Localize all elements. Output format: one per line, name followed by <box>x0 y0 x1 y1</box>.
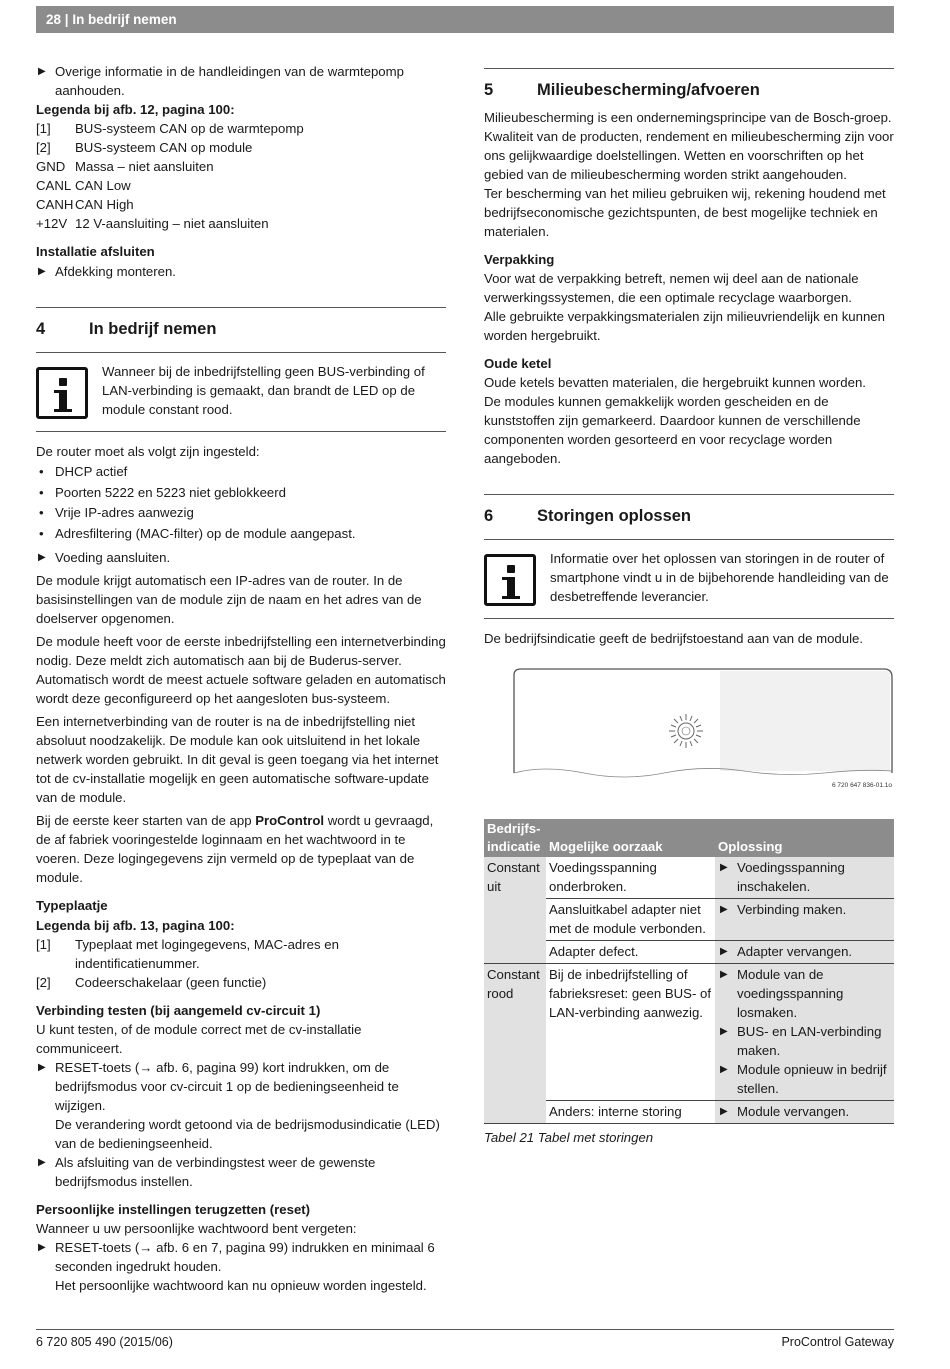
solution-cell <box>715 1101 894 1124</box>
indication-cell: Constant rood <box>484 964 546 1124</box>
legend-value: BUS-systeem CAN op de warmtepomp <box>75 121 304 136</box>
page-number: 28 <box>46 12 62 27</box>
cause-cell: Voedingsspanning onderbroken. <box>546 857 715 899</box>
power-bullet: ▶ Voeding aansluiten. <box>36 548 446 567</box>
solution-item: ▶ Module vervangen. <box>718 1102 891 1121</box>
right-column <box>484 68 894 1147</box>
section-number: 6 <box>484 507 494 525</box>
test-bullet: ▶ Als afsluiting van de verbindingstest weer de gewenste bedrijfsmodus instellen. <box>36 1153 446 1191</box>
paragraph: Alle gebruikte verpakkingsmaterialen zijn milieuvriendelijk en kunnen worden hergebruikt. <box>484 309 885 343</box>
section-number: 5 <box>484 81 494 99</box>
legend-key: [2] <box>36 140 51 155</box>
legend-item <box>36 935 446 973</box>
cause-cell: Bij de inbedrijfstelling of fabrieksreset: geen BUS- of LAN-verbinding aanwezig. <box>546 964 715 1101</box>
cause-cell: Aansluitkabel adapter niet met de module verbonden. <box>546 899 715 941</box>
router-list <box>36 462 446 543</box>
header-line: Bedrijfs- <box>487 821 541 836</box>
legend-value: 12 V-aansluiting – niet aansluiten <box>75 216 269 231</box>
legend-value: CAN High <box>75 197 134 212</box>
install-close-bullet: ▶ Afdekking monteren. <box>36 262 446 281</box>
section-number: 4 <box>36 320 46 338</box>
legend-key: [1] <box>36 936 51 952</box>
paragraph: De module krijgt automatisch een IP-adres van de router. In de basisinstellingen van de module zijn de naam en het adres van de doelserver opgenomen. <box>36 572 422 626</box>
list-item: • Vrije IP-adres aanwezig <box>36 503 446 522</box>
table-header: Oplossing <box>715 819 894 857</box>
paragraph: Oude ketels bevatten materialen, die hergebruikt kunnen worden. <box>484 375 866 390</box>
legend-item <box>36 973 446 992</box>
paragraph: Milieubescherming is een ondernemingsprincipe van de Bosch-groep. Kwaliteit van de producten, rendement en milieubescherming zijn voor ons gelijkwaardige doelstellingen. Wetten en voorschriften op het gebied van de milieubescherming worden strikt aangehouden. <box>484 110 894 182</box>
solution-cell <box>715 964 894 1101</box>
solution-item: ▶ BUS- en LAN-verbinding maken. <box>718 1022 891 1060</box>
info-box-6 <box>484 539 894 619</box>
legend-item <box>36 176 446 195</box>
app-name: ProControl <box>255 812 325 828</box>
solution-item: ▶ Voedingsspanning inschakelen. <box>718 858 891 896</box>
install-close-title: Installatie afsluiten <box>36 244 155 259</box>
solution-cell <box>715 941 894 964</box>
text-run: wordt u gevraagd, de af fabriek vooringestelde loginnaam en het wachtwoord in te voeren. Deze logingegevens zijn vermeld op de typeplaat van de module. <box>36 812 434 885</box>
cause-cell: Adapter defect. <box>546 941 715 964</box>
table-row <box>484 899 894 941</box>
legend-item <box>36 138 446 157</box>
document-number: 6 720 805 490 (2015/06) <box>36 1335 173 1349</box>
reset-intro: Wanneer u uw persoonlijke wachtwoord bent vergeten: <box>36 1220 357 1236</box>
section-title: Storingen oplossen <box>537 507 692 525</box>
router-intro: De router moet als volgt zijn ingesteld: <box>36 444 260 459</box>
legend-item <box>36 195 446 214</box>
header-line: indicatie <box>487 839 541 854</box>
legend13-title: Legenda bij afb. 13, pagina 100: <box>36 917 235 933</box>
test-intro: U kunt testen, of de module correct met de cv-installatie communiceert. <box>36 1021 362 1056</box>
legend-item <box>36 214 446 233</box>
module-illustration <box>484 665 894 795</box>
paragraph: De module heeft voor de eerste inbedrijfstelling een internetverbinding nodig. Deze meldt zich automatisch aan bij de Buderus-server. Automatisch wordt de meest actuele software geladen en automatisch wordt deze geconfigureerd op het aangesloten bus-systeem. <box>36 633 446 706</box>
legend-key: +12V <box>36 216 68 231</box>
legend-value: Typeplaat met logingegevens, MAC-adres en indentificatienummer. <box>75 936 339 971</box>
info-text: Wanneer bij de inbedrijfstelling geen BUS-verbinding of LAN-verbinding is gemaakt, dan brandt de LED op de module constant rood. <box>102 364 425 417</box>
info-text: Informatie over het oplossen van storingen in de router of smartphone vindt u in de bijbehorende handleiding van de desbetreffende leverancier. <box>550 551 889 604</box>
module-figure <box>484 665 894 795</box>
fault-table <box>484 819 894 1124</box>
table-row <box>484 941 894 964</box>
legend-key: [1] <box>36 121 51 136</box>
test-title: Verbinding testen (bij aangemeld cv-circuit 1) <box>36 1002 321 1018</box>
test-bullet: ▶ RESET-toets (→ afb. 6, pagina 99) kort indrukken, om de bedrijfsmodus voor cv-circuit 1 op de bedieningseenheid te wijzigen. <box>36 1058 446 1115</box>
legend-key: CANH <box>36 197 74 212</box>
paragraph: Voor wat de verpakking betreft, nemen wij deel aan de nationale verwerkingssystemen, die een optimale recyclage waarborgen. <box>484 271 859 305</box>
section-6-heading <box>484 494 894 527</box>
legend-value: BUS-systeem CAN op module <box>75 140 253 155</box>
list-item: • DHCP actief <box>36 462 446 481</box>
test-bullet-continuation: De verandering wordt getoond via de bedrijsmodusindicatie (LED) van de bedieningseenheid. <box>55 1116 440 1151</box>
table-row <box>484 857 894 899</box>
section-title: In bedrijf nemen <box>89 320 217 338</box>
text-run: Bij de eerste keer starten van de app <box>36 812 256 828</box>
solution-item: ▶ Module opnieuw in bedrijf stellen. <box>718 1060 891 1098</box>
info-icon <box>484 549 550 606</box>
page-header: 28 | In bedrijf nemen <box>36 6 894 33</box>
table-header: Mogelijke oorzaak <box>546 819 715 857</box>
packaging-title: Verpakking <box>484 252 555 267</box>
section-title: Milieubescherming/afvoeren <box>537 81 760 99</box>
typeplate-title: Typeplaatje <box>36 897 108 913</box>
reset-bullet: ▶ RESET-toets (→ afb. 6 en 7, pagina 99) indrukken en minimaal 6 seconden ingedrukt houden. <box>36 1238 446 1276</box>
table-caption: Tabel 21 Tabel met storingen <box>484 1130 654 1145</box>
paragraph: Een internetverbinding van de router is na de inbedrijfstelling niet absoluut noodzakelijk. De module kan ook uitsluitend in het lokale netwerk worden gebruikt. In dit geval is geen toegang via het internet tot de cv-installatie mogelijk en geen automatische software-update van de module. <box>36 713 439 805</box>
section-5-heading <box>484 68 894 101</box>
page-footer <box>36 1329 894 1352</box>
solution-cell <box>715 899 894 941</box>
paragraph <box>36 811 446 887</box>
solution-item: ▶ Adapter vervangen. <box>718 942 891 961</box>
solution-cell <box>715 857 894 899</box>
legend-value: Massa – niet aansluiten <box>75 159 214 174</box>
legend-key: [2] <box>36 974 51 990</box>
legend-key: CANL <box>36 178 72 193</box>
old-boiler-title: Oude ketel <box>484 356 552 371</box>
indication-cell: Constant uit <box>484 857 546 964</box>
legend13-list <box>36 935 446 992</box>
paragraph: Ter bescherming van het milieu gebruiken wij, rekening houdend met bedrijfseconomische gezichtspunten, de best mogelijke techniek en materialen. <box>484 186 886 239</box>
info-box-4 <box>36 352 446 432</box>
section-4-heading <box>36 307 446 340</box>
list-item: • Poorten 5222 en 5223 niet geblokkeerd <box>36 483 446 502</box>
solution-item: ▶ Verbinding maken. <box>718 900 891 919</box>
table-row <box>484 964 894 1101</box>
info-icon <box>36 362 102 419</box>
legend-item <box>36 157 446 176</box>
list-item: • Adresfiltering (MAC-filter) op de module aangepast. <box>36 524 446 543</box>
legend-value: Codeerschakelaar (geen functie) <box>75 974 267 990</box>
legend-key: GND <box>36 159 66 174</box>
legend-item <box>36 119 446 138</box>
intro-bullet: ▶ Overige informatie in de handleidingen van de warmtepomp aanhouden. <box>36 62 446 100</box>
legend12-title: Legenda bij afb. 12, pagina 100: <box>36 102 235 117</box>
reset-continuation: Het persoonlijke wachtwoord kan nu opnieuw worden ingesteld. <box>55 1277 427 1293</box>
reset-title: Persoonlijke instellingen terugzetten (reset) <box>36 1201 311 1217</box>
table-row <box>484 1101 894 1124</box>
solution-item: ▶ Module van de voedingsspanning losmaken. <box>718 965 891 1022</box>
legend-value: CAN Low <box>75 178 131 193</box>
product-name: ProControl Gateway <box>781 1335 894 1349</box>
header-title: In bedrijf nemen <box>72 12 177 27</box>
left-column <box>36 62 446 1295</box>
figure-code: 6 720 647 836-01.1o <box>832 782 892 789</box>
paragraph: De modules kunnen gemakkelijk worden gescheiden en de kunststoffen zijn gemarkeerd. Daardoor kunnen de verschillende componenten worden gesorteerd en voor recyclage worden aangeboden. <box>484 394 861 466</box>
legend12-list <box>36 119 446 233</box>
table-header <box>484 819 546 857</box>
cause-cell: Anders: interne storing <box>546 1101 715 1124</box>
paragraph: De bedrijfsindicatie geeft de bedrijfstoestand aan van de module. <box>484 631 864 646</box>
